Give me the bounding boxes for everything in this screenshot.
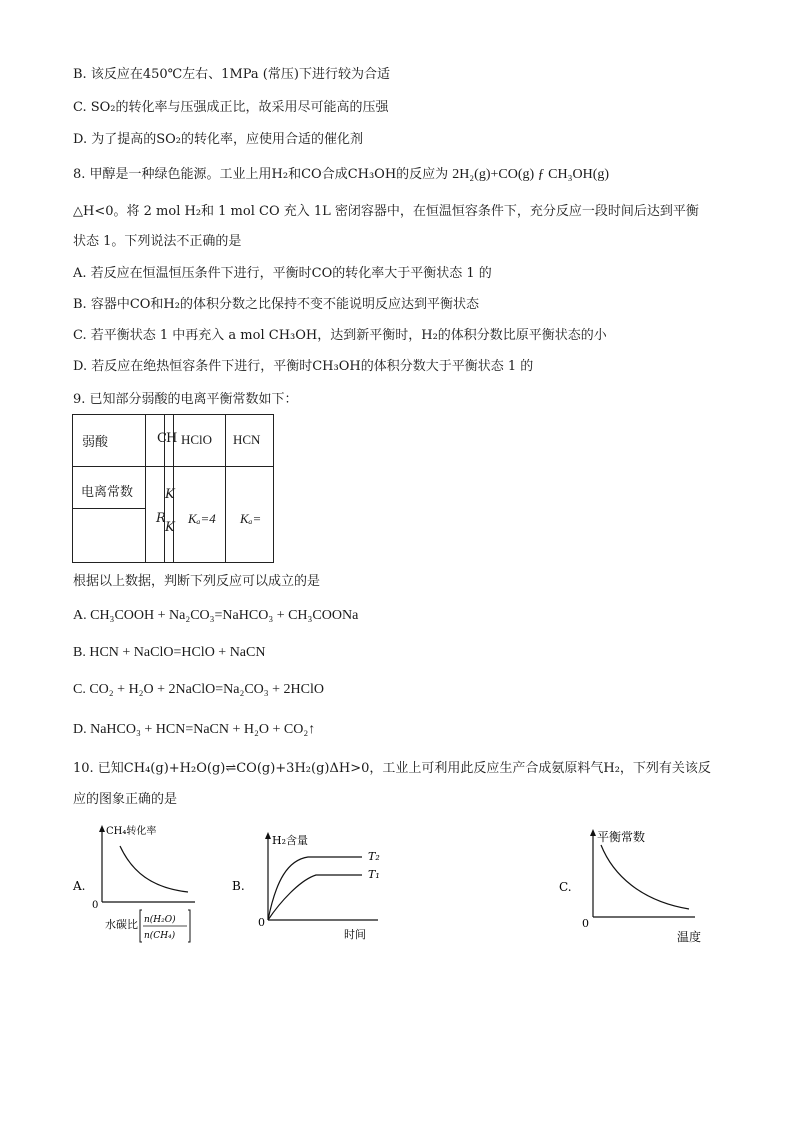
table-header-acid: 弱酸 bbox=[73, 415, 146, 467]
q7-option-d: D. 为了提高的SO₂的转化率，应使用合适的催化剂 bbox=[73, 132, 363, 147]
q9-option-d: D. NaHCO₃ + HCN=NaCN + H₂O + CO₂↑ bbox=[73, 722, 316, 737]
figure-a-curve bbox=[120, 846, 188, 892]
figure-c-ylabel: 平衡常数 bbox=[597, 830, 646, 844]
table-empty-cell bbox=[73, 509, 146, 563]
figure-b-label: B. bbox=[232, 879, 245, 893]
figure-b-xlabel: 时间 bbox=[344, 928, 366, 941]
figure-b bbox=[230, 828, 390, 946]
q8-stem-line2: △H<0。将 2 mol H₂和 1 mol CO 充入 1L 密闭容器中，在恒温恒容条件下，充分反应一段时间后达到平衡 bbox=[73, 204, 699, 219]
q7-option-c: C. SO₂的转化率与压强成正比，故采用尽可能高的压强 bbox=[73, 100, 389, 115]
q7-option-b: B. 该反应在450℃左右、1MPa (常压)下进行较为合适 bbox=[73, 67, 390, 82]
q9-stem: 9. 已知部分弱酸的电离平衡常数如下： bbox=[73, 392, 298, 407]
figure-c-xlabel: 温度 bbox=[677, 930, 702, 944]
q8-option-a: A. 若反应在恒温恒压条件下进行，平衡时CO的转化率大于平衡状态 1 的 bbox=[73, 266, 492, 281]
q9-option-c: C. CO₂ + H₂O + 2NaClO=Na₂CO₃ + 2HClO bbox=[73, 682, 324, 697]
table-label-constant: 电离常数 bbox=[73, 467, 146, 509]
figure-c-curve bbox=[601, 845, 689, 909]
figure-a-label: A. bbox=[73, 879, 86, 893]
figure-a-xlabel: 水碳比 bbox=[105, 918, 138, 931]
figure-c-y-arrow bbox=[590, 829, 596, 836]
figure-a-frac-den: n(CH₄) bbox=[144, 931, 176, 941]
q10-stem: 10. 已知CH₄(g)+H₂O(g)⇌CO(g)+3H₂(g)ΔH>0，工业上可利用此反应生产合成氨原料气H₂，下列有关该反 bbox=[73, 761, 711, 776]
figure-a-y-arrow bbox=[99, 825, 105, 832]
q8-equation: 2H₂(g)+CO(g) ƒ CH₃OH(g) bbox=[452, 167, 610, 182]
figure-a-bracket-right bbox=[188, 910, 190, 942]
figure-b-label-t1: T₁ bbox=[368, 868, 380, 881]
table-cut-cell-2: K K bbox=[165, 467, 174, 563]
figure-c-graph bbox=[555, 825, 725, 950]
q10-stem-line2: 应的图象正确的是 bbox=[73, 792, 178, 807]
figure-b-origin: 0 bbox=[258, 916, 265, 929]
table-hclo-ka: Kₐ=4 bbox=[174, 467, 226, 563]
figure-b-ylabel: H₂含量 bbox=[272, 834, 309, 847]
q8-option-b: B. 容器中CO和H₂的体积分数之比保持不变不能说明反应达到平衡状态 bbox=[73, 297, 479, 312]
figure-a-graph bbox=[70, 822, 210, 947]
figure-c bbox=[555, 825, 725, 950]
q8-option-c: C. 若平衡状态 1 中再充入 a mol CH₃OH，达到新平衡时，H₂的体积分数比原平衡状态的小 bbox=[73, 328, 607, 343]
table-hcn-ka: Kₐ= bbox=[226, 467, 274, 563]
table-header-hcn: HCN bbox=[226, 415, 274, 467]
figure-a-frac-num: n(H₂O) bbox=[144, 915, 176, 925]
acid-constant-table bbox=[72, 414, 274, 563]
q9-judge-text: 根据以上数据，判断下列反应可以成立的是 bbox=[73, 574, 321, 589]
table-cut-cell-1: R bbox=[146, 467, 165, 563]
figure-a-bracket-left bbox=[140, 910, 142, 942]
table-header-hclo: HClO bbox=[174, 415, 226, 467]
q9-option-b: B. HCN + NaClO=HClO + NaCN bbox=[73, 645, 266, 660]
q8-stem-text: 8. 甲醇是一种绿色能源。工业上用H₂和CO合成CH₃OH的反应为 bbox=[73, 167, 449, 182]
figure-b-curve-t1 bbox=[268, 875, 362, 920]
q8-stem-line3: 状态 1。下列说法不正确的是 bbox=[73, 234, 242, 249]
q9-option-a: A. CH₃COOH + Na₂CO₃=NaHCO₃ + CH₃COONa bbox=[73, 608, 359, 623]
figure-b-y-arrow bbox=[265, 832, 271, 839]
q8-option-d: D. 若反应在绝热恒容条件下进行，平衡时CH₃OH的体积分数大于平衡状态 1 的 bbox=[73, 359, 534, 374]
figure-b-label-t2: T₂ bbox=[368, 850, 380, 863]
q8-stem bbox=[73, 166, 609, 184]
figure-b-curve-t2 bbox=[268, 857, 362, 920]
figure-a-origin: 0 bbox=[92, 900, 99, 911]
table-header-cut2: H bbox=[165, 415, 174, 467]
figure-a-ylabel: CH₄转化率 bbox=[106, 826, 157, 837]
figure-a bbox=[70, 822, 210, 947]
figure-c-origin: 0 bbox=[582, 917, 589, 930]
table-header-cut1: C bbox=[146, 415, 165, 467]
figure-b-graph bbox=[230, 828, 390, 946]
figure-c-label: C. bbox=[559, 880, 572, 894]
